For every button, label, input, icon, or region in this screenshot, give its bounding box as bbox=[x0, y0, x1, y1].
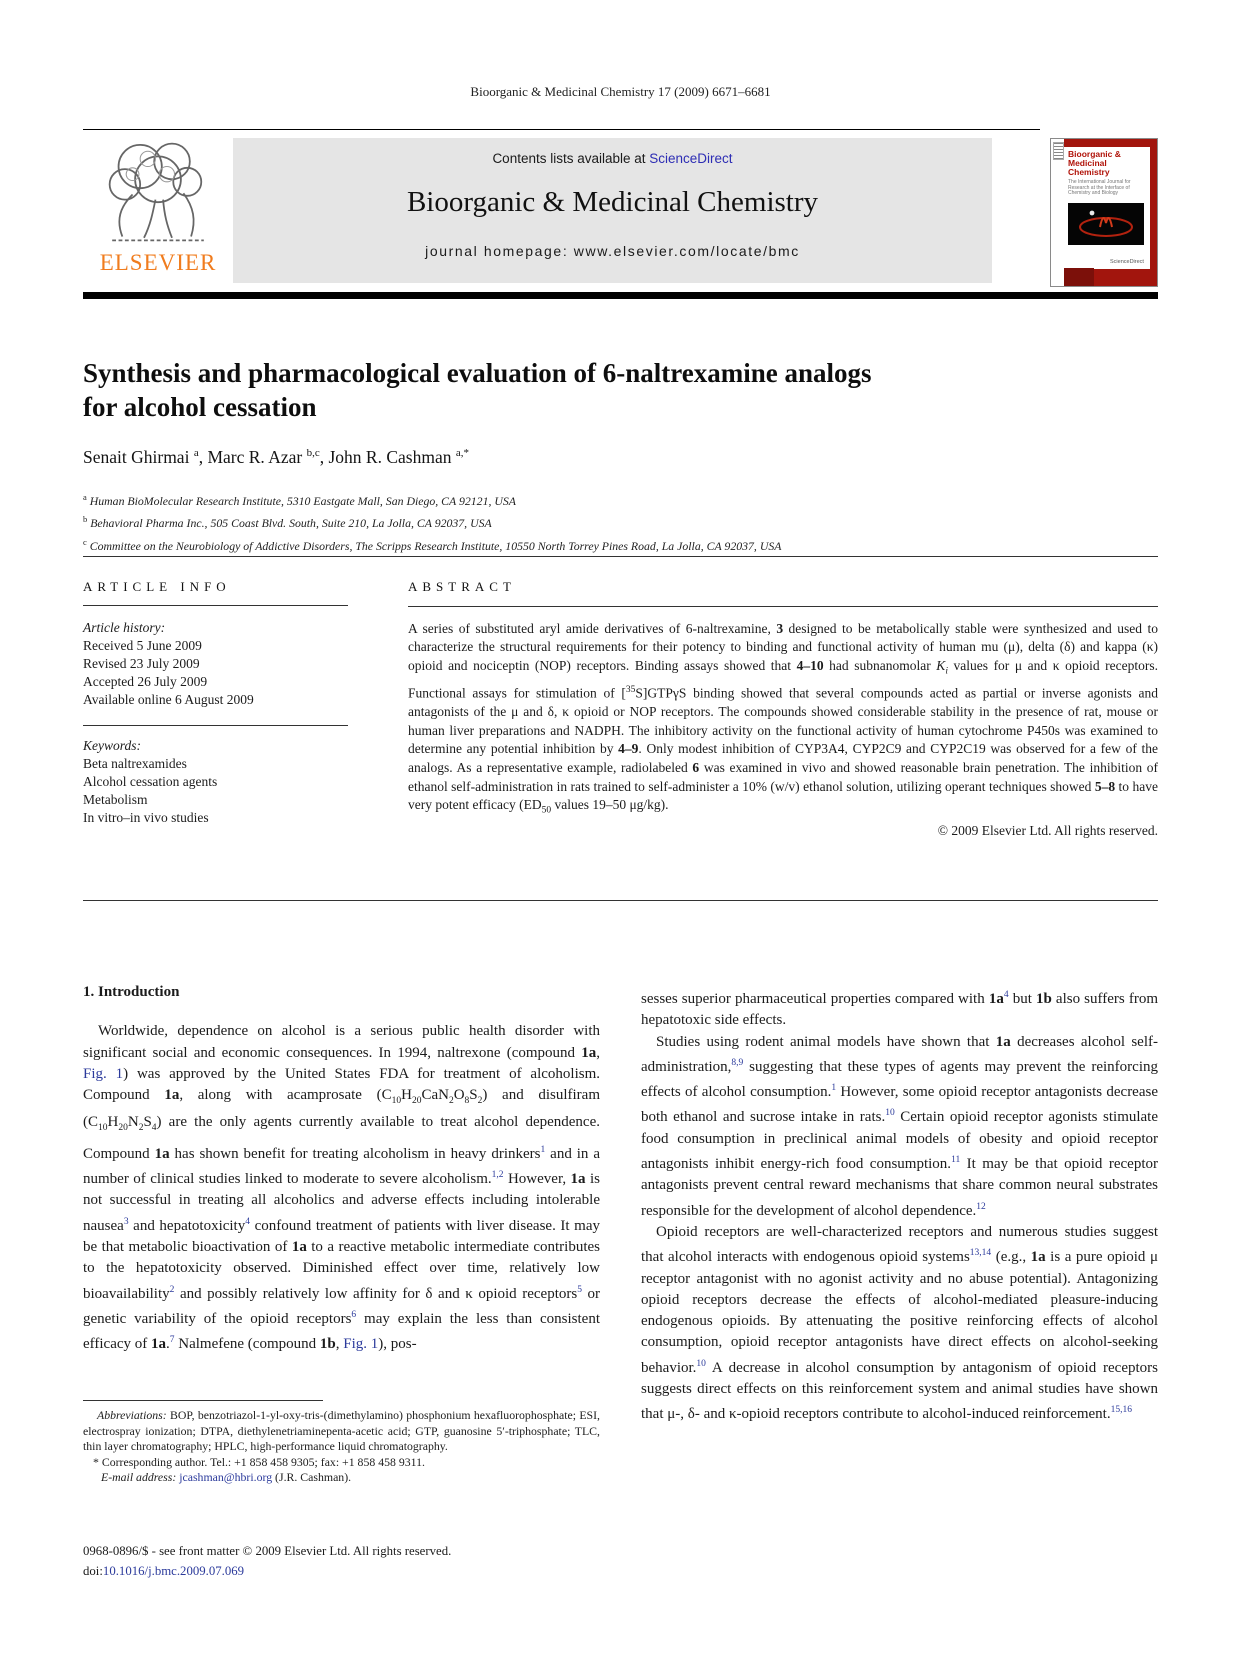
cover-subtitle: The International Journal for Research at the Interface of Chemistry and Biology bbox=[1068, 179, 1131, 196]
body-column-left bbox=[83, 982, 600, 1355]
fig1-link[interactable]: Fig. 1 bbox=[83, 1065, 124, 1082]
affiliation-line-a: $^a$ Human BioMolecular Research Institute, 5310 Eastgate Mall, San Diego, CA 92121, USA bbox=[83, 492, 517, 508]
contents-line-prefix: Contents lists available at bbox=[492, 151, 650, 166]
keywords-label: Keywords: bbox=[83, 738, 141, 753]
info-section-top-rule bbox=[83, 556, 1158, 557]
keywords-rule bbox=[83, 725, 348, 726]
article-info-heading: ARTICLE INFO bbox=[83, 579, 231, 594]
abbreviations-note: Abbreviations: BOP, benzotriazol-1-yl-oxy-tris-(dimethylamino) phosphonium hexafluorophosphate; ESI, electrospray ionization; DTPA, diethylenetriaminepenta-acetic acid; GTP, guanosine 5′-triphosphate; TLC, thin layer chromatography; HPLC, high-performance liquid chromatography. bbox=[83, 1408, 600, 1454]
body-paragraph: Studies using rodent animal models have shown that 1a decreases alcohol self-administration,$^{8,9}$ suggesting that these types of agents may prevent the reinforcing effects of alcohol consumption.$^1$ However, some opioid receptor antagonists decrease both ethanol and sucrose intake in rats.$^{10}$ Certain opioid receptor agonists stimulate food consumption in preclinical animal models of obesity and opioid receptor antagonists inhibit energy-rich food consumption.$^{11}$ It may be that opioid receptor antagonists prevent central reward mechanisms that share common neural substrates responsible for the development of alcohol dependence.$^{12}$ bbox=[641, 1033, 1159, 1219]
cover-sciencedirect-logo: ScienceDirect bbox=[1110, 259, 1144, 265]
contents-line bbox=[233, 151, 992, 166]
banner-journal-title: Bioorganic & Medicinal Chemistry bbox=[406, 186, 819, 218]
keyword-item: In vitro–in vivo studies bbox=[83, 810, 209, 825]
sciencedirect-link[interactable]: ScienceDirect bbox=[649, 151, 733, 166]
body-paragraph: Opioid receptors are well-characterized receptors and numerous studies suggest that alcohol interacts with endogenous opioid systems$^{13,14}$ (e.g., 1a is a pure opioid μ receptor antagonist with no agonist activity and no abuse potential). Antagonizing opioid receptors decrease the effects of alcohol-mediated pleasure-inducing endogenous opioids. By attenuating the positive reinforcing effects of alcohol consumption, opioid receptor antagonists have direct effects on alcohol-seeking behavior.$^{10}$ A decrease in alcohol consumption by antagonism of opioid receptors suggests direct effects on this reinforcement system and animal studies have shown that μ-, δ- and κ-opioid receptors contribute to alcohol-induced reinforcement.$^{15,16}$ bbox=[641, 1223, 1158, 1423]
cover-left-strip bbox=[1051, 139, 1064, 286]
abstract-column bbox=[408, 578, 1158, 841]
cover-bottom-red-block bbox=[1064, 268, 1094, 286]
article-title: Synthesis and pharmacological evaluation of 6-naltrexamine analogs for alcohol cessation bbox=[83, 358, 872, 422]
banner-top-rule bbox=[83, 129, 1040, 130]
footnote-block bbox=[83, 1400, 600, 1486]
journal-cover-thumbnail[interactable] bbox=[1050, 138, 1158, 287]
intro-heading: 1. Introduction bbox=[83, 984, 180, 1000]
keyword-item: Metabolism bbox=[83, 792, 148, 807]
abstract-text: A series of substituted aryl amide derivatives of 6-naltrexamine, 3 designed to be metabolically stable were synthesized and used to characterize the structural requirements for their potency to binding and functional activity of human mu (μ), delta (δ) and kappa (κ) opioid and nociceptin (NOP) receptors. Binding assays showed that 4–10 had subnanomolar $K_i$ values for μ and κ opioid receptors. Functional assays for stimulation of [$^{35}$S]GTPγS binding showed that several compounds acted as partial or inverse agonists and antagonists of the μ and δ, κ opioid or NOP receptors. The compounds showed considerable stability in the presence of rat, mouse or human liver preparations and NADPH. The inhibitory activity on the functional activity of human cytochrome P450s was examined to determine any potential inhibition by 4–9. Only modest inhibition of CYP3A4, CYP2C9 and CYP2C19 was observed for a few of the analogs. As a representative example, radiolabeled 6 was examined in vivo and showed reasonable brain penetration. The inhibition of ethanol self-administration in rats trained to self-administer a 10% (w/v) ethanol solution, utilizing operant techniques showed 5–8 to have very potent efficacy ($ED_{50}$ values 19–50 μg/kg). bbox=[408, 620, 1158, 816]
affiliation-line-b: $^b$ Behavioral Pharma Inc., 505 Coast Blvd. South, Suite 210, La Jolla, CA 92037, USA bbox=[83, 514, 492, 531]
cover-barcode-icon bbox=[1053, 142, 1064, 160]
email-note: E-mail address: jcashman@hbri.org (J.R. Cashman). bbox=[101, 1470, 352, 1485]
journal-homepage-link[interactable]: journal homepage: www.elsevier.com/locate/bmc bbox=[425, 243, 800, 259]
article-history-block bbox=[83, 619, 348, 709]
issn-line: 0968-0896/$ - see front matter © 2009 Elsevier Ltd. All rights reserved. bbox=[83, 1544, 452, 1558]
article-history-label: Article history: bbox=[83, 620, 166, 635]
article-info-rule bbox=[83, 605, 348, 606]
body-column-right bbox=[641, 985, 1158, 1426]
history-item-available: Available online 6 August 2009 bbox=[83, 692, 254, 707]
info-section-bottom-rule bbox=[83, 900, 1158, 901]
cover-art-image bbox=[1068, 203, 1144, 245]
history-item-received: Received 5 June 2009 bbox=[83, 638, 202, 653]
abstract-copyright: © 2009 Elsevier Ltd. All rights reserved. bbox=[937, 823, 1158, 839]
keywords-block bbox=[83, 737, 348, 827]
abstract-heading: ABSTRACT bbox=[408, 579, 516, 594]
keyword-item: Beta naltrexamides bbox=[83, 756, 187, 771]
header-divider-bar bbox=[83, 292, 1158, 299]
intro-paragraph: Worldwide, dependence on alcohol is a serious public health disorder with significant social and economic consequences. In 1994, naltrexone (compound 1a, Fig. 1) was approved by the United States FDA for treatment of alcoholism. Compound 1a, along with acamprosate $(C_{10}H_{20}CaN_2O_8S_2)$ and disulfiram $(C_{10}H_{20}N_2S_4)$ are the only agents currently available to treat alcohol dependence. Compound 1a has shown benefit for treating alcoholism in heavy drinkers$^1$ and in a number of clinical studies linked to moderate to severe alcoholism.$^{1,2}$ However, 1a is not successful in treating all alcoholics and adverse effects including intolerable nausea$^3$ and hepatotoxicity$^4$ confound treatment of patients with liver disease. It may be that metabolic bioactivation of 1a to a reactive metabolic intermediate contributes to the hepatotoxicity observed. Diminished effect over time, relatively low bioavailability$^2$ and possibly relatively low affinity for δ and κ opioid receptors$^5$ or genetic variability of the opioid receptors$^6$ may explain the less than consistent efficacy of 1a.$^7$ Nalmefene (compound 1b, Fig. 1), pos- bbox=[83, 1023, 601, 1353]
affiliations-block bbox=[83, 488, 1158, 555]
imprint-block bbox=[83, 1541, 683, 1581]
cover-title: Bioorganic & Medicinal Chemistry bbox=[1068, 149, 1121, 177]
history-item-accepted: Accepted 26 July 2009 bbox=[83, 674, 208, 689]
footnote-rule bbox=[83, 1400, 323, 1401]
elsevier-tree-icon bbox=[94, 136, 222, 248]
article-info-column bbox=[83, 578, 348, 827]
journal-banner bbox=[233, 138, 992, 283]
email-link[interactable]: jcashman@hbri.org bbox=[179, 1470, 273, 1485]
fig1-link[interactable]: Fig. 1 bbox=[343, 1336, 379, 1353]
corresponding-author-note: * Corresponding author. Tel.: +1 858 458 9305; fax: +1 858 458 9311. bbox=[93, 1454, 425, 1469]
doi-line: doi:10.1016/j.bmc.2009.07.069 bbox=[83, 1564, 245, 1578]
journal-citation: Bioorganic & Medicinal Chemistry 17 (2009) 6671–6681 bbox=[470, 84, 771, 99]
authors-line: Senait Ghirmai $^a$, Marc R. Azar $^{b,c}$, John R. Cashman $^{a,*}$ bbox=[83, 447, 469, 467]
cover-panel bbox=[1064, 147, 1150, 269]
history-item-revised: Revised 23 July 2009 bbox=[83, 656, 200, 671]
keyword-item: Alcohol cessation agents bbox=[83, 774, 218, 789]
elsevier-wordmark: ELSEVIER bbox=[99, 250, 217, 275]
elsevier-logo bbox=[83, 136, 233, 286]
doi-link[interactable]: 10.1016/j.bmc.2009.07.069 bbox=[102, 1564, 245, 1578]
body-paragraph: sesses superior pharmaceutical properties compared with 1a$^4$ but 1b also suffers from hepatotoxic side effects. bbox=[641, 990, 1158, 1029]
abstract-rule bbox=[408, 606, 1158, 607]
affiliation-line-c: $^c$ Committee on the Neurobiology of Addictive Disorders, The Scripps Research Institute, 10550 North Torrey Pines Road, La Jolla, CA 92037, USA bbox=[83, 536, 782, 553]
